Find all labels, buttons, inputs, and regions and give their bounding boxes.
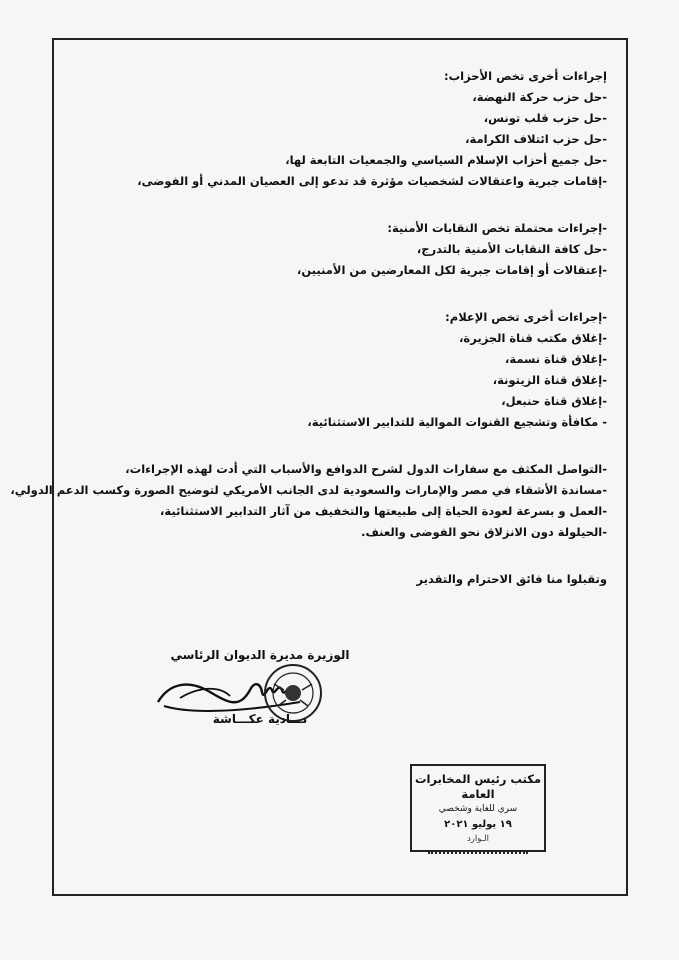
list-item: -إغلاق قناة الزيتونة، bbox=[492, 373, 607, 387]
section-heading: -إجراءات محتملة تخص النقابات الأمنية: bbox=[387, 221, 607, 235]
list-item: -إغلاق مكتب قناة الجزيرة، bbox=[459, 331, 607, 345]
section-security-unions bbox=[107, 218, 607, 281]
stamp-classification: سري للغاية وشخصي bbox=[438, 804, 518, 814]
received-stamp bbox=[410, 764, 546, 852]
stamp-date: ١٩ يوليو ٢٠٢١ bbox=[444, 819, 512, 830]
list-item: -حل كافة النقابات الأمنية بالتدرج، bbox=[416, 242, 607, 256]
section-diplomacy bbox=[10, 459, 607, 543]
section-heading: إجراءات أخرى تخص الأحزاب: bbox=[444, 69, 607, 83]
list-item: -حل حزب قلب تونس، bbox=[483, 111, 607, 125]
list-item: -التواصل المكثف مع سفارات الدول لشرح الدوافع والأسباب التي أدت لهذه الإجراءات، bbox=[125, 462, 607, 476]
list-item: -الحيلولة دون الانزلاق نحو الفوضى والعنف. bbox=[361, 525, 607, 539]
stamp-incoming: الـوارد bbox=[466, 834, 490, 844]
stamp-title: مكتب رئيس المخابرات العامة bbox=[414, 772, 542, 801]
list-item: - مكافأة وتشجيع القنوات الموالية للتدابير الاستثنائية، bbox=[307, 415, 607, 429]
section-media bbox=[107, 307, 607, 433]
list-item: -مساندة الأشقاء في مصر والإمارات والسعودية لدى الجانب الأمريكي لتوضيح الصورة وكسب الدعم الدولي، bbox=[10, 483, 607, 497]
list-item: -العمل و بسرعة لعودة الحياة إلى طبيعتها والتخفيف من آثار التدابير الاستثنائية، bbox=[160, 504, 607, 518]
official-seal-icon bbox=[262, 662, 324, 724]
list-item: -إقامات جبرية واعتقالات لشخصيات مؤثرة قد تدعو إلى العصيان المدني أو الفوضى، bbox=[137, 174, 607, 188]
list-item: -إغلاق قناة نسمة، bbox=[505, 352, 607, 366]
list-item: -إعتقالات أو إقامات جبرية لكل المعارضين من الأمنيين، bbox=[296, 263, 607, 277]
list-item: -حل حزب ائتلاف الكرامة، bbox=[465, 132, 607, 146]
signatory-name: نـــادية عكـــاشة bbox=[212, 712, 308, 726]
list-item: -إغلاق قناة حنبعل، bbox=[501, 394, 607, 408]
closing-line: وتقبلوا منا فائق الاحترام والتقدير bbox=[416, 572, 607, 586]
section-parties bbox=[107, 66, 607, 192]
section-heading: -إجراءات أخرى تخص الإعلام: bbox=[445, 310, 607, 324]
document-body bbox=[10, 66, 607, 602]
signatory-title: الوزيرة مديرة الديوان الرئاسي bbox=[170, 648, 350, 662]
list-item: -حل جميع أحزاب الإسلام السياسي والجمعيات التابعة لها، bbox=[285, 153, 607, 167]
list-item: -حل حزب حركة النهضة، bbox=[472, 90, 607, 104]
stamp-dotted-line bbox=[428, 849, 528, 854]
